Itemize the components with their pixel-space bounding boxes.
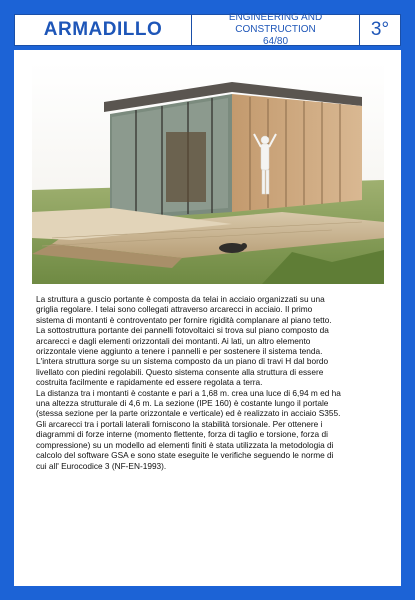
page-number: 64/80: [262, 36, 289, 47]
architectural-render-image: [32, 62, 384, 284]
project-title: ARMADILLO: [15, 15, 192, 45]
body-paragraph: La struttura a guscio portante è composta da telai in acciaio organizzati su una griglia regolare. I telai sono collegati attraverso arcarecci in acciaio. Il primo sistema di montanti è controventato per fornire rigidità complanare al piano tetto. La sottostruttura portante dei pannelli fotovoltaici si trova sul piano composto da arcarecci e dagli elementi orizzontali dei montanti. Ai lati, un altro elemento orizzontale viene aggiunto a tenere i pannelli e per sostenere il sistema tenda. L'intera struttura sorge su un sistema composto da un piano di travi H dal bordo livellato con piedini regolabili. Questo sistema consente alla struttura di essere costruita facilmente e rapidamente ed essere regolata a terra. La distanza tra i montanti è costante e pari a 1,68 m. crea una luce di 6,94 m ed ha una altezza strutturale di 4,6 m. La sezione (IPE 160) è costante lungo il portale (stessa sezione per la parte orizzontale e verticale) ed è realizzato in acciaio S355. Gli arcarecci tra i portali laterali forniscono la stabilità torsionale. Per ottenere i diagrammi di forze interne (momento flettente, forza di taglio e torsione, forza di compressione) su un modello ad elementi finiti è stata utilizzata la metodologia di calcolo del software GSA e sono state eseguite le verifiche seguendo le norme di cui all' Eurocodice 3 (NF-EN-1993).: [36, 294, 341, 471]
header-section: [192, 12, 360, 47]
content-panel: [14, 50, 401, 586]
chapter-number: 3°: [370, 19, 390, 40]
section-title: ENGINEERING AND CONSTRUCTION: [228, 12, 323, 35]
header-bar: [14, 14, 401, 46]
